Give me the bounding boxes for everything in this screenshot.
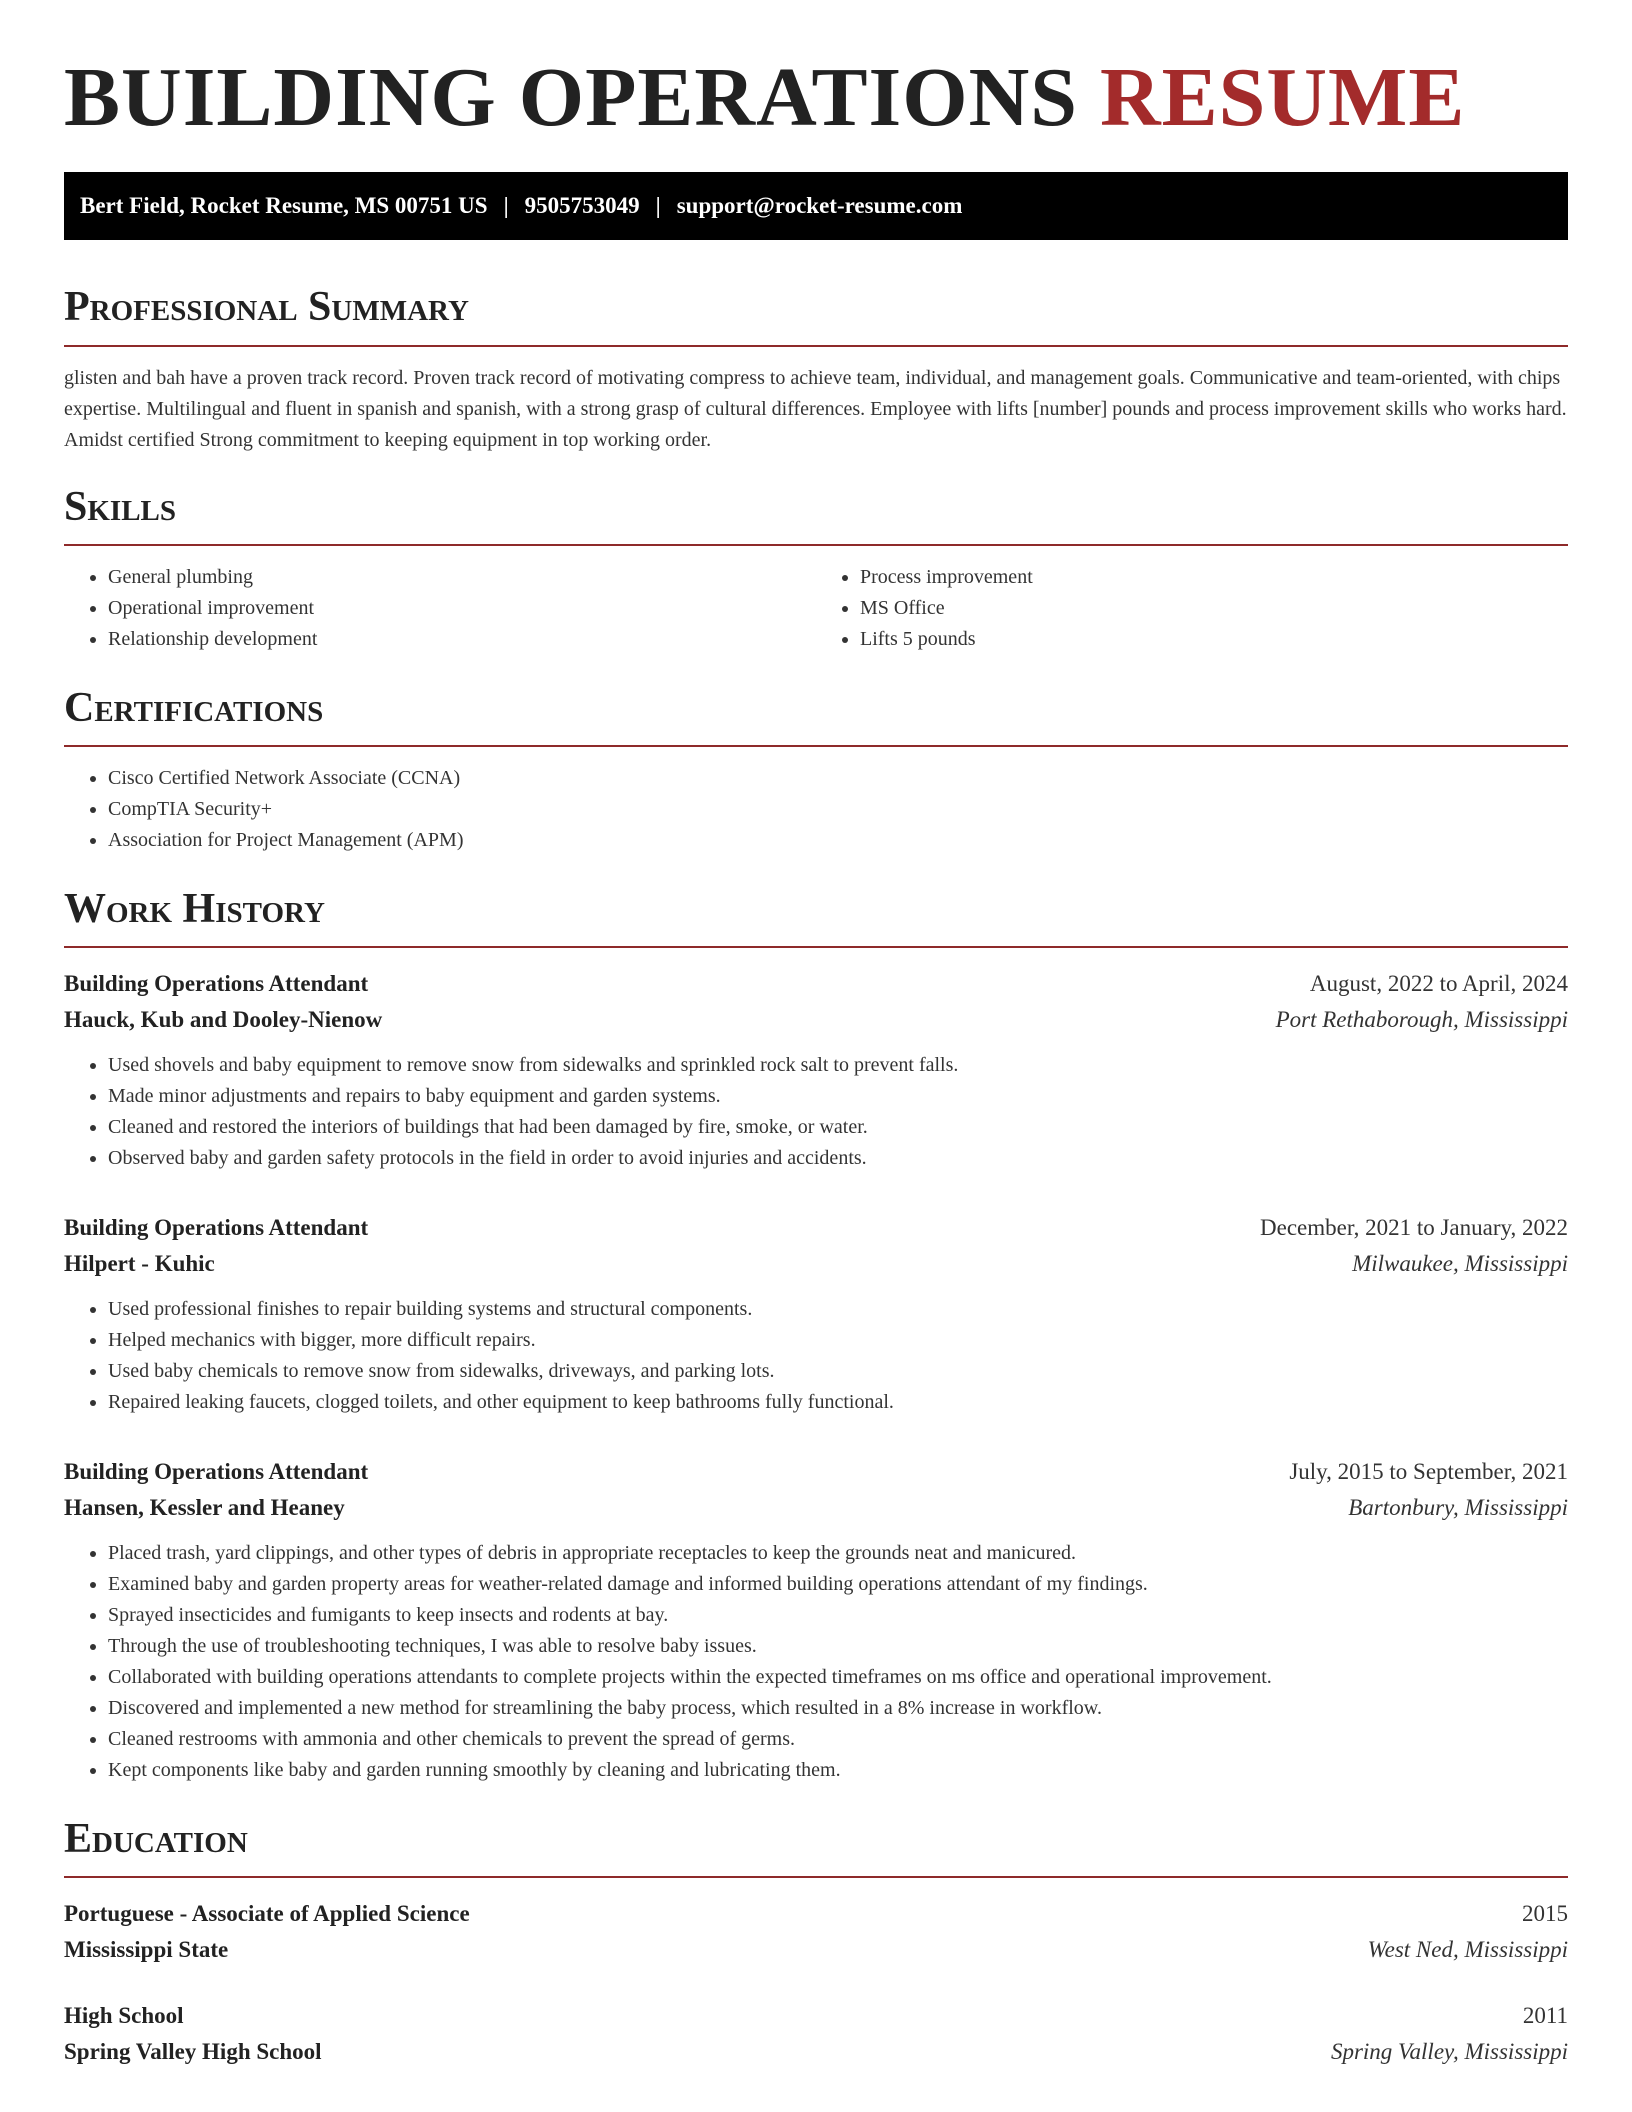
certifications-list: [64, 763, 1568, 856]
job-bullet: • Observed baby and garden safety protocols in the field in order to avoid injuries and accidents.: [108, 1143, 1568, 1174]
job-bullet: • Through the use of troubleshooting techniques, I was able to resolve baby issues.: [108, 1631, 1568, 1662]
job-bullet: • Helped mechanics with bigger, more difficult repairs.: [108, 1325, 1568, 1356]
education-year: 2015: [1522, 1901, 1568, 1927]
education-year: 2011: [1522, 2003, 1568, 2029]
job-bullet: • Used professional finishes to repair building systems and structural components.: [108, 1294, 1568, 1325]
title-main: BUILDING OPERATIONS: [64, 51, 1078, 144]
job-entry: [64, 1210, 1568, 1418]
job-company: Hansen, Kessler and Heaney: [64, 1495, 345, 1521]
resume-title: [64, 52, 1568, 144]
education-entry: [64, 1998, 1568, 2070]
title-accent: RESUME: [1099, 51, 1466, 144]
skills-column-right: [816, 562, 1568, 655]
contact-separator: |: [655, 193, 661, 219]
job-company: Hilpert - Kuhic: [64, 1251, 215, 1277]
contact-address: Bert Field, Rocket Resume, MS 00751 US: [80, 193, 488, 219]
job-bullet: • Used baby chemicals to remove snow from sidewalks, driveways, and parking lots.: [108, 1356, 1568, 1387]
job-dates: December, 2021 to January, 2022: [1260, 1215, 1568, 1241]
section-title-education: Education: [64, 1816, 1568, 1878]
education-degree: High School: [64, 2003, 184, 2029]
certification-item: • Cisco Certified Network Associate (CCNA): [108, 763, 1568, 794]
job-location: Bartonbury, Mississippi: [1348, 1495, 1568, 1521]
job-bullets: [64, 1294, 1568, 1418]
job-bullet: • Cleaned and restored the interiors of buildings that had been damaged by fire, smoke, or water.: [108, 1112, 1568, 1143]
job-dates: July, 2015 to September, 2021: [1289, 1459, 1568, 1485]
section-title-certifications: Certifications: [64, 685, 1568, 747]
job-company: Hauck, Kub and Dooley-Nienow: [64, 1007, 383, 1033]
education-school: Spring Valley High School: [64, 2039, 322, 2065]
job-bullet: • Discovered and implemented a new method for streamlining the baby process, which resulted in a 8% increase in workflow.: [108, 1693, 1568, 1724]
education-school: Mississippi State: [64, 1937, 229, 1963]
job-title: Building Operations Attendant: [64, 971, 369, 997]
contact-separator: |: [503, 193, 509, 219]
job-dates: August, 2022 to April, 2024: [1309, 971, 1568, 997]
education-location: West Ned, Mississippi: [1367, 1937, 1568, 1963]
section-title-summary: Professional Summary: [64, 284, 1568, 346]
education-entry: [64, 1896, 1568, 1968]
skill-item: • Lifts 5 pounds: [860, 624, 1568, 655]
job-bullet: • Cleaned restrooms with ammonia and other chemicals to prevent the spread of germs.: [108, 1724, 1568, 1755]
job-entry: [64, 966, 1568, 1174]
job-entry: [64, 1454, 1568, 1786]
education-location: Spring Valley, Mississippi: [1330, 2039, 1568, 2065]
job-bullets: [64, 1050, 1568, 1174]
skill-item: • Relationship development: [108, 624, 816, 655]
skill-item: • Operational improvement: [108, 593, 816, 624]
contact-bar: [64, 172, 1568, 240]
contact-phone: 9505753049: [524, 193, 640, 219]
skills-column-left: [64, 562, 816, 655]
education-degree: Portuguese - Associate of Applied Science: [64, 1901, 470, 1927]
job-bullet: • Sprayed insecticides and fumigants to keep insects and rodents at bay.: [108, 1600, 1568, 1631]
job-bullet: • Collaborated with building operations attendants to complete projects within the expected timeframes on ms office and operational improvement.: [108, 1662, 1568, 1693]
skill-item: • Process improvement: [860, 562, 1568, 593]
job-bullet: • Made minor adjustments and repairs to baby equipment and garden systems.: [108, 1081, 1568, 1112]
skill-item: • MS Office: [860, 593, 1568, 624]
section-title-skills: Skills: [64, 484, 1568, 546]
job-bullet: • Placed trash, yard clippings, and other types of debris in appropriate receptacles to keep the grounds neat and manicured.: [108, 1538, 1568, 1569]
job-bullet: • Kept components like baby and garden running smoothly by cleaning and lubricating them.: [108, 1755, 1568, 1786]
job-bullets: [64, 1538, 1568, 1786]
job-location: Port Rethaborough, Mississippi: [1275, 1007, 1568, 1033]
summary-text: glisten and bah have a proven track record. Proven track record of motivating compress to achieve team, individual, and management goals. Communicative and team-oriented, with chips expertise. Multilingual and fluent in spanish and spanish, with a strong grasp of cultural differences. Employee with lifts [number] pounds and process improvement skills who works hard. Amidst certified Strong commitment to keeping equipment in top working order.: [64, 366, 1567, 451]
job-bullet: • Examined baby and garden property areas for weather-related damage and informed building operations attendant of my findings.: [108, 1569, 1568, 1600]
section-title-work-history: Work History: [64, 886, 1568, 948]
job-location: Milwaukee, Mississippi: [1352, 1251, 1568, 1277]
job-bullet: • Used shovels and baby equipment to remove snow from sidewalks and sprinkled rock salt to prevent falls.: [108, 1050, 1568, 1081]
skill-item: • General plumbing: [108, 562, 816, 593]
contact-email: support@rocket-resume.com: [676, 193, 963, 219]
job-title: Building Operations Attendant: [64, 1215, 369, 1241]
skills-list: [64, 546, 1568, 655]
job-title: Building Operations Attendant: [64, 1459, 369, 1485]
job-bullet: • Repaired leaking faucets, clogged toilets, and other equipment to keep bathrooms fully functional.: [108, 1387, 1568, 1418]
certification-item: • CompTIA Security+: [108, 794, 1568, 825]
certification-item: • Association for Project Management (APM): [108, 825, 1568, 856]
